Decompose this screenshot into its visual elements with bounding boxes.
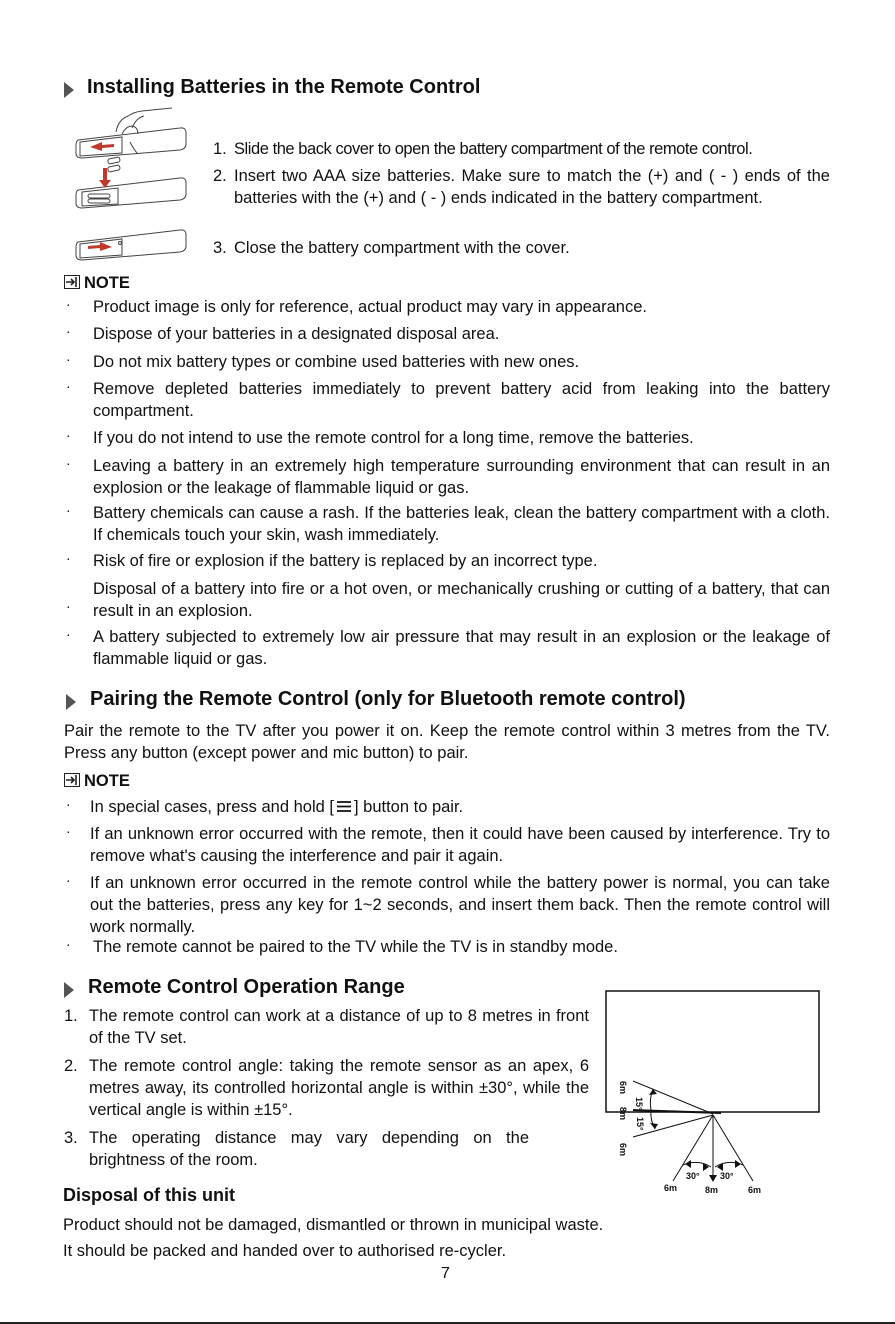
note-text-before: In special cases, press and hold [ <box>90 798 334 816</box>
note-item <box>90 796 463 818</box>
note-item: If an unknown error occurred in the remote control while the battery power is normal, you can take out the batteries, press any key for 1~2 seconds, and insert them back. Then the remote control will work normally. <box>90 874 830 936</box>
section-title-pairing: Pairing the Remote Control (only for Bluetooth remote control) <box>90 688 686 710</box>
label-left-mid: 8m <box>618 1107 628 1121</box>
range-text: The operating distance may vary depending on the brightness of the room. <box>89 1129 529 1169</box>
disposal-line: Product should not be damaged, dismantled or thrown in municipal waste. <box>63 1216 604 1234</box>
step-number: 3. <box>213 239 227 257</box>
note-label: NOTE <box>84 274 130 292</box>
bullet: · <box>66 323 71 339</box>
bullet: · <box>66 796 71 812</box>
label-left-top: 6m <box>618 1081 628 1095</box>
note-item: Disposal of a battery into fire or a hot oven, or mechanically crushing or cutting of a battery, that can result in an explosion. <box>93 580 830 620</box>
note-item: If an unknown error occurred with the remote, then it could have been caused by interference. Try to remove what's causing the interference and pair it again. <box>90 825 830 865</box>
bullet: · <box>66 936 71 952</box>
section-arrow-icon <box>64 982 74 998</box>
bullet: · <box>66 550 71 566</box>
menu-icon <box>336 800 352 813</box>
note-item: Dispose of your batteries in a designated disposal area. <box>93 325 500 343</box>
bullet: · <box>66 378 71 394</box>
note-item: Product image is only for reference, actual product may vary in appearance. <box>93 298 647 316</box>
disposal-line: It should be packed and handed over to authorised re-cycler. <box>63 1242 507 1260</box>
note-text-after: ] button to pair. <box>353 798 464 816</box>
battery-install-illustration <box>72 106 190 268</box>
bullet: · <box>66 427 71 443</box>
bullet: · <box>66 598 71 614</box>
range-text: The remote control can work at a distance of up to 8 metres in front of the TV set. <box>89 1007 589 1047</box>
note-item: Do not mix battery types or combine used batteries with new ones. <box>93 353 580 371</box>
tv-outline <box>606 991 819 1112</box>
note-item: Battery chemicals can cause a rash. If the batteries leak, clean the battery compartment with a cloth. If chemicals touch your skin, wash immediately. <box>93 504 830 544</box>
note-item: Leaving a battery in an extremely high temperature surrounding environment that can result in an explosion or the leakage of flammable liquid or gas. <box>93 457 830 497</box>
note-item: Remove depleted batteries immediately to prevent battery acid from leaking into the battery compartment. <box>93 380 830 420</box>
section-arrow-icon <box>64 82 74 98</box>
note-item: Risk of fire or explosion if the battery is replaced by an incorrect type. <box>93 552 598 570</box>
note-arrow-icon <box>64 773 80 787</box>
operation-range-diagram <box>603 989 823 1199</box>
bullet: · <box>66 823 71 839</box>
label-bottom-right: 6m <box>748 1185 762 1195</box>
label-left-bot: 6m <box>618 1143 628 1157</box>
step-number: 1. <box>213 140 227 158</box>
disposal-title: Disposal of this unit <box>63 1185 236 1205</box>
label-angle-left: 30° <box>686 1171 700 1181</box>
section-arrow-icon <box>66 694 76 710</box>
label-angle-up: 15° <box>634 1097 644 1111</box>
step-text: Close the battery compartment with the cover. <box>234 239 570 257</box>
step-text: Slide the back cover to open the battery compartment of the remote control. <box>234 140 753 158</box>
bullet: · <box>66 502 71 518</box>
note-item: The remote cannot be paired to the TV while the TV is in standby mode. <box>93 938 618 956</box>
step-text: Insert two AAA size batteries. Make sure to match the (+) and ( - ) ends of the batteries with the (+) and ( - ) ends indicated in the battery compartment. <box>234 167 830 207</box>
bullet: · <box>66 455 71 471</box>
pairing-body: Pair the remote to the TV after you power it on. Keep the remote control within 3 metres from the TV. Press any button (except power and mic button) to pair. <box>64 722 830 762</box>
step-number: 2. <box>213 167 227 185</box>
bullet: · <box>66 296 71 312</box>
page-number: 7 <box>441 1265 450 1282</box>
bullet: · <box>66 626 71 642</box>
note-label: NOTE <box>84 772 130 790</box>
section-title-batteries: Installing Batteries in the Remote Control <box>87 76 481 98</box>
note-heading <box>64 772 130 791</box>
range-text: The remote control angle: taking the remote sensor as an apex, 6 metres away, its controlled horizontal angle is within ±30°, while the vertical angle is within ±15°. <box>89 1057 589 1119</box>
bullet: · <box>66 351 71 367</box>
bullet: · <box>66 872 71 888</box>
label-bottom-left: 6m <box>664 1183 678 1193</box>
range-number: 1. <box>64 1007 78 1025</box>
note-heading <box>64 274 130 293</box>
range-number: 3. <box>64 1129 78 1147</box>
note-item: A battery subjected to extremely low air pressure that may result in an explosion or the leakage of flammable liquid or gas. <box>93 628 830 668</box>
label-angle-down: 15° <box>635 1117 645 1131</box>
range-number: 2. <box>64 1057 78 1075</box>
section-title-range: Remote Control Operation Range <box>88 976 405 998</box>
label-bottom-mid: 8m <box>705 1185 719 1195</box>
note-item: If you do not intend to use the remote control for a long time, remove the batteries. <box>93 429 694 447</box>
note-arrow-icon <box>64 275 80 289</box>
label-angle-right: 30° <box>720 1171 734 1181</box>
